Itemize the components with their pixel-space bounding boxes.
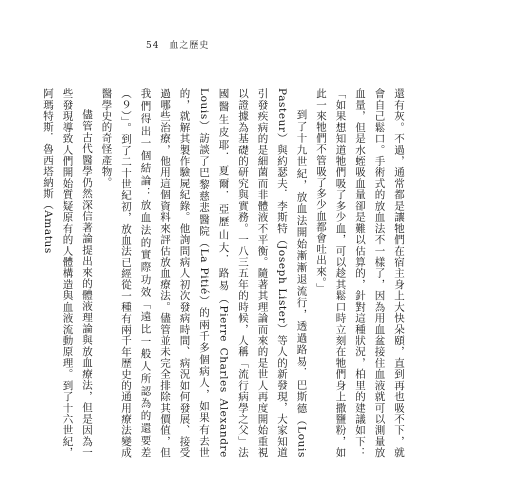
- body-text: [42, 88, 408, 458]
- paragraph: 儘管古代醫學仍然深信著論提出來的體液理論與放血療法，但是因為一些發現導致人們開始質疑原有的人體構造與血液流動原理。到了十六世紀，阿瑪特斯．魯西塔納斯（Amatus: [42, 88, 93, 458]
- page-header: [146, 38, 209, 51]
- paragraph: 到了十九世紀，放血法開始漸漸退流行，透過路易．巴斯德（Louis Pasteur）與約瑟夫．李斯特（Joseph Lister）等人的新發現，大家知道引發疾病的是細菌而非體液不平衡。隨著其理論而來的是世人再度開始重視以證據為基礎的研究與實務。一八三五年的時候，人稱「流行病學之父」法國醫生皮耶．夏爾．亞歷山大．路易（Pierre Charles Alexandre Louis）訪談了巴黎慈悲醫院（La Pitié）的兩千多個病人，如果有去世的，就解其製作驗屍紀錄。他詢問病人初次發病時間、病況如何發展、接受過哪些治療，他用這個資料來評估放血療法。儘管並未完全排除其價值，但我們得出一個結論：放血法的實際功效「遠比一般人所認為的還要差（９）」。到了二十世紀初，放血法已經從一種有兩千年歷史的通用療法變成醫學史的奇怪產物。: [100, 88, 308, 458]
- page-number: 54: [146, 41, 160, 51]
- running-title: 血之歷史: [169, 41, 210, 51]
- paragraph: 還有灰。不過，通常都是讓牠們在宿主身上大快朵頤，直到再也吸不下，就會自己鬆口。手術式的放血法不一樣了，因為用血盆接住血液就可以測量放血量，但是水蛭吸血量卻是難以估算的，針對這種狀況，柏里的建議如下：「如果想知道牠們吸了多少血，可以趁其鬆口時立刻在牠們身上撒鹽粉，如此一來牠們不管吸了多少血都會吐出來。」: [315, 88, 405, 458]
